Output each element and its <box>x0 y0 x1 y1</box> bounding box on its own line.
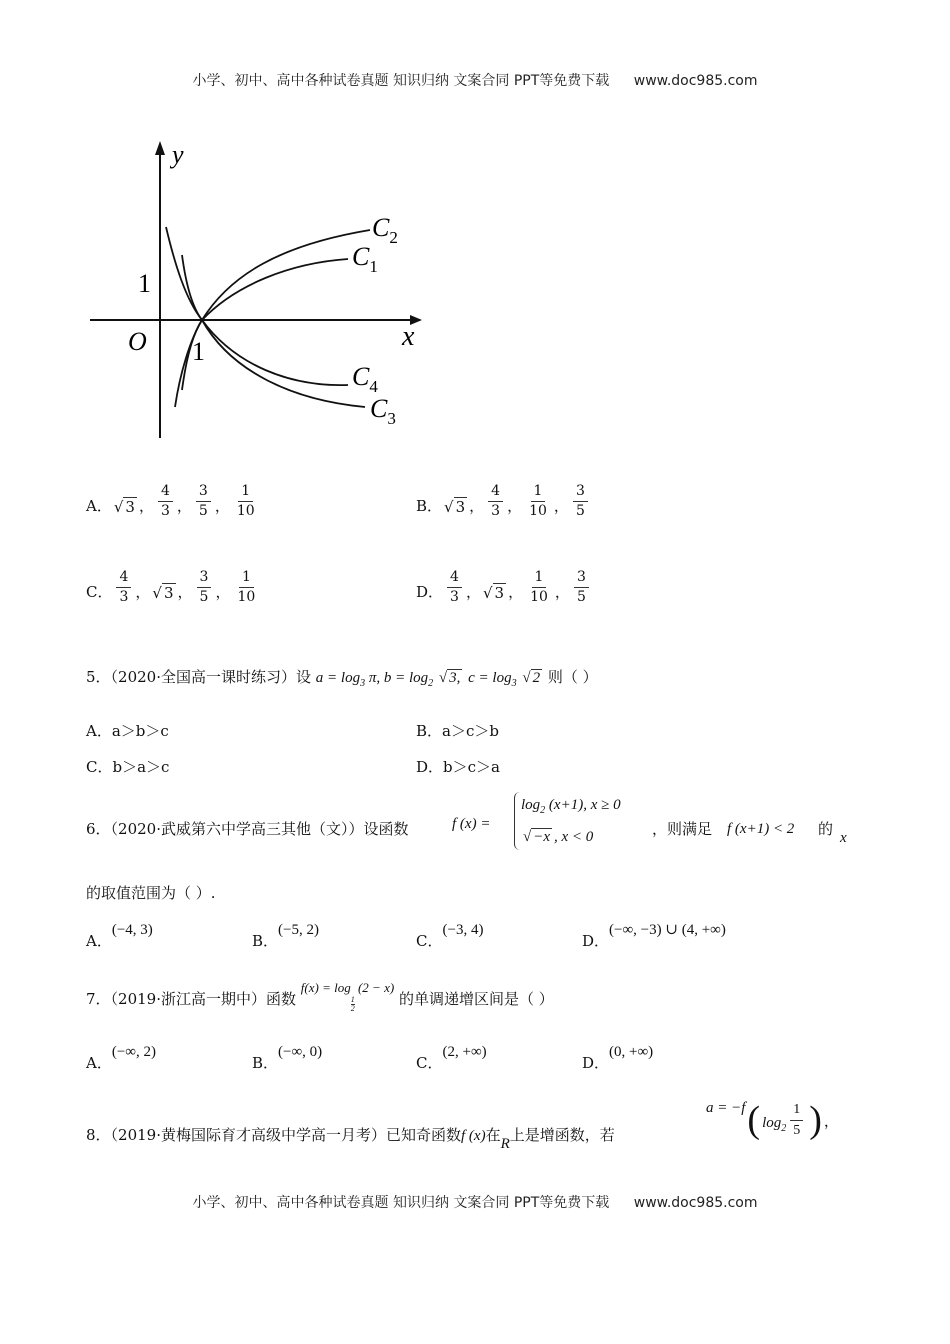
sqrt: √ 3 <box>482 583 505 602</box>
y-one-label: 1 <box>138 269 151 298</box>
sqrt: √ 3 <box>113 497 135 516</box>
q5-option-a[interactable]: A．a＞b＞c <box>86 722 169 740</box>
x-label: x <box>402 321 415 352</box>
x-one-label: 1 <box>192 337 205 366</box>
fraction: $\frac{1}{10}$ <box>530 569 548 606</box>
fraction: $\frac{4}{3}$ <box>447 570 462 606</box>
q6-piecewise: $\log_2 (x+1)$, x ≥ 0 √ −x , x < 0 <box>514 792 621 850</box>
q5-math: $a = \log_3 \pi$, $b = \log_2$ √ 3, $c = \log_3$ √ 2 <box>315 670 541 689</box>
log-graph <box>80 135 440 445</box>
origin-label: O <box>128 327 147 356</box>
fraction: $\frac{1}{10}$ <box>529 483 547 520</box>
fraction: $\frac{3}{5}$ <box>197 570 212 606</box>
q8-r: R <box>500 1136 510 1152</box>
q6-condition: f (x+1) < 2 <box>727 821 795 837</box>
c2-label: $C_2$ <box>372 213 398 247</box>
q6-stem-line2: 的取值范围为（ ）. <box>86 884 216 902</box>
q6-stem-mid: ，则满足 <box>652 820 713 838</box>
q5-option-c[interactable]: C．b＞a＞c <box>86 758 170 776</box>
q6-stem-prefix: 6．（2020·武威第六中学高三其他（文））设函数 <box>86 820 409 838</box>
q4-option-d[interactable]: D． $\frac{4}{3}$ ， √ 3 ， $\frac{1}{10}$ ， $\frac{3}{5}$ <box>416 570 593 606</box>
fraction: $\frac{4}{3}$ <box>116 570 131 606</box>
q7-option-a[interactable]: A．(−∞, 2) <box>86 1044 156 1072</box>
footer-url[interactable]: www.doc985.com <box>633 1195 758 1211</box>
page-footer <box>0 1192 950 1212</box>
fraction: $\frac{4}{3}$ <box>158 484 173 520</box>
sqrt: √ 3 <box>152 583 174 602</box>
q4-option-a[interactable]: A． √ 3 ， $\frac{4}{3}$ ， $\frac{3}{5}$ ， $\frac{1}{10}$ <box>86 484 262 520</box>
q5-stem: 5．（2020·全国高一课时练习）设 $a = \log_3 \pi$, $b = \log_2$ √ 3, $c = \log_3$ √ 2 则（ ） <box>86 668 598 689</box>
sqrt: √ 3 <box>444 497 466 516</box>
q5-option-d[interactable]: D．b＞c＞a <box>416 758 500 776</box>
y-label: y <box>172 140 184 169</box>
q4-option-b[interactable]: B． √ 3 ， $\frac{4}{3}$ ， $\frac{1}{10}$ ， $\frac{3}{5}$ <box>416 484 592 520</box>
q5-option-b[interactable]: B．a＞c＞b <box>416 722 499 740</box>
fraction: $\frac{4}{3}$ <box>488 484 503 520</box>
fraction: $\frac{3}{5}$ <box>573 484 588 520</box>
q7-math: f(x) = log $\frac{1}{2}$ (2 − x) <box>300 980 395 1013</box>
q8-stem: 8．（2019·黄梅国际育才高级中学高一月考）已知奇函数f (x)在R上是增函数，若 <box>86 1126 615 1152</box>
fraction: $\frac{3}{5}$ <box>574 570 589 606</box>
q6-stem-end: 的 <box>818 820 834 838</box>
q6-option-c[interactable]: C．(−3, 4) <box>416 922 484 950</box>
c3-label: $C_3$ <box>370 394 396 428</box>
q4-option-c[interactable]: C． $\frac{4}{3}$ ， √ 3 ， $\frac{3}{5}$ ， $\frac{1}{10}$ <box>86 570 262 606</box>
q8-a-expression: a = −f ( $\log_2$ $\frac{1}{5}$ ) ， <box>706 1099 839 1141</box>
y-axis-arrow <box>155 141 165 155</box>
fraction: $\frac{1}{10}$ <box>237 569 256 606</box>
q8-fx: f (x) <box>461 1128 486 1144</box>
q6-fx: f (x) = <box>452 816 491 832</box>
curve-c2 <box>182 230 370 320</box>
q6-option-b[interactable]: B．(−5, 2) <box>252 922 319 950</box>
header-text: 小学、初中、高中各种试卷真题 知识归纳 文案合同 PPT等免费下载 <box>192 73 610 89</box>
c4-label: $C_4$ <box>352 362 378 396</box>
q7-option-b[interactable]: B．(−∞, 0) <box>252 1044 323 1072</box>
footer-text: 小学、初中、高中各种试卷真题 知识归纳 文案合同 PPT等免费下载 <box>192 1195 610 1211</box>
c1-label: $C_1$ <box>352 242 378 276</box>
header-url[interactable]: www.doc985.com <box>633 73 758 89</box>
page-header <box>0 70 950 90</box>
q7-option-d[interactable]: D．(0, +∞) <box>582 1044 654 1072</box>
q6-var: x <box>840 830 847 846</box>
q6-option-a[interactable]: A．(−4, 3) <box>86 922 153 950</box>
fraction: $\frac{1}{10}$ <box>236 483 255 520</box>
q7-option-c[interactable]: C．(2, +∞) <box>416 1044 487 1072</box>
q7-stem: 7．（2019·浙江高一期中）函数 f(x) = log $\frac{1}{2}$ (2 − x) 的单调递增区间是（ ） <box>86 980 554 1013</box>
q6-option-d[interactable]: D．(−∞, −3) ∪ (4, +∞) <box>582 922 726 950</box>
fraction: $\frac{3}{5}$ <box>196 484 211 520</box>
